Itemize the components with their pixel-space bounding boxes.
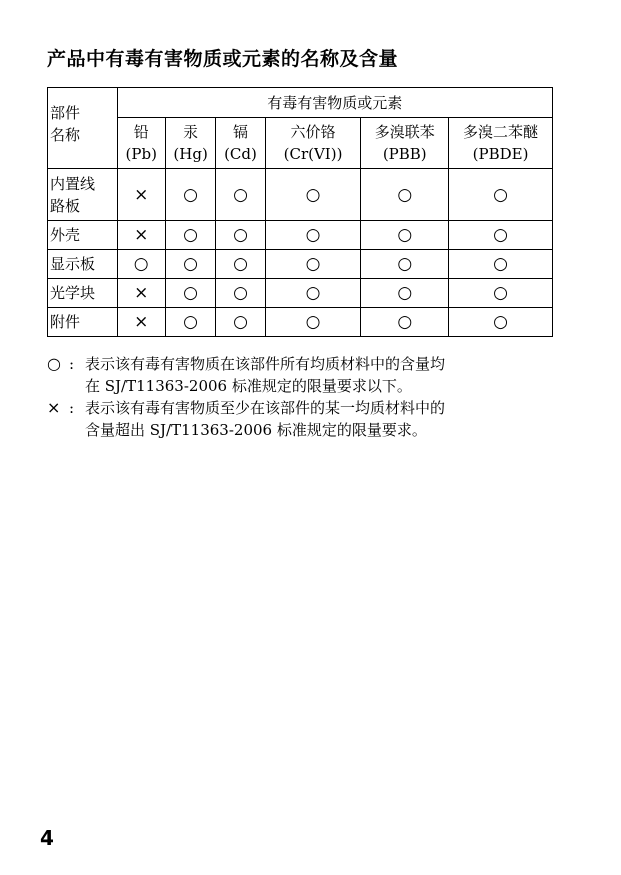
column-header (449, 118, 553, 169)
mark-cell: ○ (216, 250, 265, 279)
note-colon: : (69, 399, 75, 417)
mark-cell: ○ (265, 221, 361, 250)
mark-cell: × (117, 169, 165, 221)
part-name-cell: 外壳 (48, 221, 118, 250)
column-symbol: (Pb) (125, 145, 157, 163)
part-name-header (48, 88, 118, 169)
mark-cell: ○ (449, 250, 553, 279)
mark-cell: ○ (165, 308, 215, 337)
mark-cell: ○ (216, 279, 265, 308)
mark-cell: ○ (265, 308, 361, 337)
column-header (117, 118, 165, 169)
part-name-header-line: 名称 (50, 126, 81, 144)
mark-cell: ○ (361, 221, 449, 250)
mark-cell: ○ (265, 250, 361, 279)
column-name: 六价铬 (290, 123, 336, 141)
part-name-line: 路板 (50, 196, 81, 215)
mark-cell: ○ (216, 308, 265, 337)
column-symbol: (Cr(VI)) (283, 145, 343, 163)
mark-cell: ○ (165, 279, 215, 308)
substances-group-header: 有毒有害物质或元素 (117, 88, 552, 118)
column-name: 多溴联苯 (374, 123, 435, 141)
note-line: 含量超出 SJ/T11363-2006 标准规定的限量要求。 (85, 421, 427, 439)
mark-cell: ○ (361, 279, 449, 308)
table-row (48, 250, 553, 279)
mark-cell: ○ (449, 279, 553, 308)
part-name-cell: 显示板 (48, 250, 118, 279)
mark-cell: × (117, 279, 165, 308)
column-name: 铅 (133, 123, 149, 141)
column-name: 镉 (232, 123, 248, 141)
table-row (48, 221, 553, 250)
part-name-line: 内置线 (50, 174, 96, 193)
column-header (265, 118, 361, 169)
mark-cell: ○ (165, 169, 215, 221)
mark-cell: ○ (216, 169, 265, 221)
column-symbol: (PBDE) (472, 145, 529, 163)
note-line: 在 SJ/T11363-2006 标准规定的限量要求以下。 (85, 377, 412, 395)
mark-cell: × (117, 308, 165, 337)
hazardous-substances-table (47, 87, 553, 337)
mark-cell: ○ (361, 308, 449, 337)
substance-columns-row (48, 118, 553, 169)
part-name-cell (48, 169, 118, 221)
part-name-cell: 附件 (48, 308, 118, 337)
mark-cell: ○ (449, 221, 553, 250)
note-colon: : (69, 355, 75, 373)
part-name-cell: 光学块 (48, 279, 118, 308)
column-symbol: (Cd) (224, 145, 257, 163)
column-header (165, 118, 215, 169)
table-header-row (48, 88, 553, 118)
mark-cell: ○ (449, 308, 553, 337)
page-title: 产品中有毒有害物质或元素的名称及含量 (47, 48, 399, 70)
column-name: 多溴二苯醚 (463, 123, 539, 141)
note-line: 表示该有毒有害物质至少在该部件的某一均质材料中的 (85, 399, 446, 417)
part-name-header-line: 部件 (50, 104, 81, 122)
column-symbol: (Hg) (173, 145, 208, 163)
mark-cell: ○ (165, 221, 215, 250)
table-row (48, 169, 553, 221)
column-symbol: (PBB) (382, 145, 427, 163)
mark-cell: ○ (216, 221, 265, 250)
mark-cell: ○ (361, 169, 449, 221)
table-row (48, 308, 553, 337)
mark-cell: ○ (265, 169, 361, 221)
page-number: 4 (40, 826, 54, 850)
column-name: 汞 (183, 123, 199, 141)
mark-cell: ○ (165, 250, 215, 279)
mark-cell: ○ (361, 250, 449, 279)
column-header (361, 118, 449, 169)
mark-cell: ○ (117, 250, 165, 279)
note-circle (47, 353, 567, 397)
table-row (48, 279, 553, 308)
mark-cell: ○ (449, 169, 553, 221)
mark-cell: ○ (265, 279, 361, 308)
legend-notes (47, 353, 567, 441)
cross-mark-icon: × (47, 398, 61, 417)
column-header (216, 118, 265, 169)
note-cross (47, 397, 567, 441)
mark-cell: × (117, 221, 165, 250)
circle-mark-icon: ○ (47, 354, 61, 373)
note-line: 表示该有毒有害物质在该部件所有均质材料中的含量均 (85, 355, 446, 373)
